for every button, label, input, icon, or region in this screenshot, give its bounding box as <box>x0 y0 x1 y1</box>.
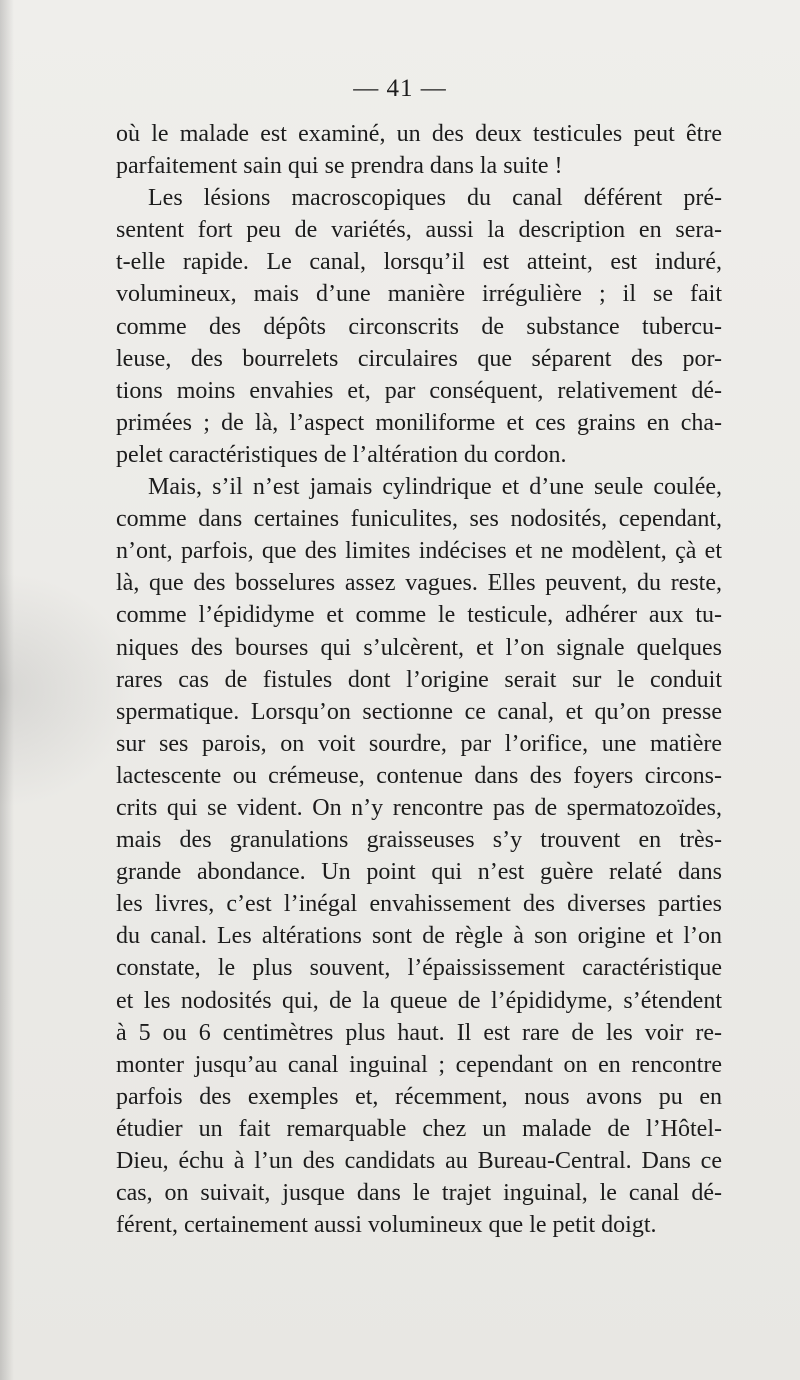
text-line: t-elle rapide. Le canal, lorsqu’il est atteint, est induré, <box>116 249 722 276</box>
text-line: comme dans certaines funiculites, ses nodosités, cependant, <box>116 506 722 533</box>
body-text <box>116 118 722 1241</box>
text-line: mais des granulations graisseuses s’y trouvent en très- <box>116 827 722 854</box>
text-line: niques des bourses qui s’ulcèrent, et l’on signale quelques <box>116 634 722 661</box>
text-line: où le malade est examiné, un des deux testicules peut être <box>116 121 722 147</box>
text-line: n’ont, parfois, que des limites indécises et ne modèlent, çà et <box>116 538 722 565</box>
text-line: les livres, c’est l’inégal envahissement des diverses parties <box>116 891 722 918</box>
text-line: étudier un fait remarquable chez un malade de l’Hôtel- <box>116 1115 722 1142</box>
text-line: et les nodosités qui, de la queue de l’épididyme, s’étendent <box>116 987 722 1014</box>
text-line: sur ses parois, on voit sourdre, par l’orifice, une matière <box>116 730 722 757</box>
text-line: Dieu, échu à l’un des candidats au Bureau-Central. Dans ce <box>116 1148 722 1174</box>
text-line: volumineux, mais d’une manière irrégulière ; il se fait <box>116 281 722 308</box>
text-line: sentent fort peu de variétés, aussi la description en sera- <box>116 217 722 244</box>
text-line: comme des dépôts circonscrits de substance tubercu- <box>116 313 722 340</box>
text-line: tions moins envahies et, par conséquent, relativement dé- <box>116 377 722 404</box>
text-line: comme l’épididyme et comme le testicule, adhérer aux tu- <box>116 602 722 629</box>
text-line: constate, le plus souvent, l’épaississement caractéristique <box>116 955 722 982</box>
text-line: primées ; de là, l’aspect moniliforme et ces grains en cha- <box>116 409 722 436</box>
text-line: parfois des exemples et, récemment, nous avons pu en <box>116 1083 722 1110</box>
text-line: du canal. Les altérations sont de règle à son origine et l’on <box>116 923 722 950</box>
text-line: pelet caractéristiques de l’altération du cordon. <box>116 441 567 468</box>
text-line: lactescente ou crémeuse, contenue dans des foyers circons- <box>116 762 722 789</box>
text-line: cas, on suivait, jusque dans le trajet inguinal, le canal dé- <box>116 1180 722 1207</box>
text-line: leuse, des bourrelets circulaires que séparent des por- <box>116 345 722 372</box>
page-number: — 41 — <box>353 75 447 102</box>
text-line: à 5 ou 6 centimètres plus haut. Il est rare de les voir re- <box>116 1019 722 1046</box>
text-line: parfaitement sain qui se prendra dans la suite ! <box>116 153 563 180</box>
text-line: Mais, s’il n’est jamais cylindrique et d’une seule coulée, <box>148 474 722 501</box>
text-line: monter jusqu’au canal inguinal ; cependant on en rencontre <box>116 1051 722 1078</box>
page-gutter-shadow <box>0 0 14 1380</box>
text-line: là, que des bosselures assez vagues. Elles peuvent, du reste, <box>116 570 722 597</box>
text-line: Les lésions macroscopiques du canal déférent pré- <box>148 185 722 212</box>
text-line: férent, certainement aussi volumineux que le petit doigt. <box>116 1212 657 1239</box>
text-line: grande abondance. Un point qui n’est guère relaté dans <box>116 859 722 886</box>
text-line: crits qui se vident. On n’y rencontre pas de spermatozoïdes, <box>116 794 722 821</box>
text-line: rares cas de fistules dont l’origine serait sur le conduit <box>116 666 722 693</box>
text-line: spermatique. Lorsqu’on sectionne ce canal, et qu’on presse <box>116 698 722 725</box>
